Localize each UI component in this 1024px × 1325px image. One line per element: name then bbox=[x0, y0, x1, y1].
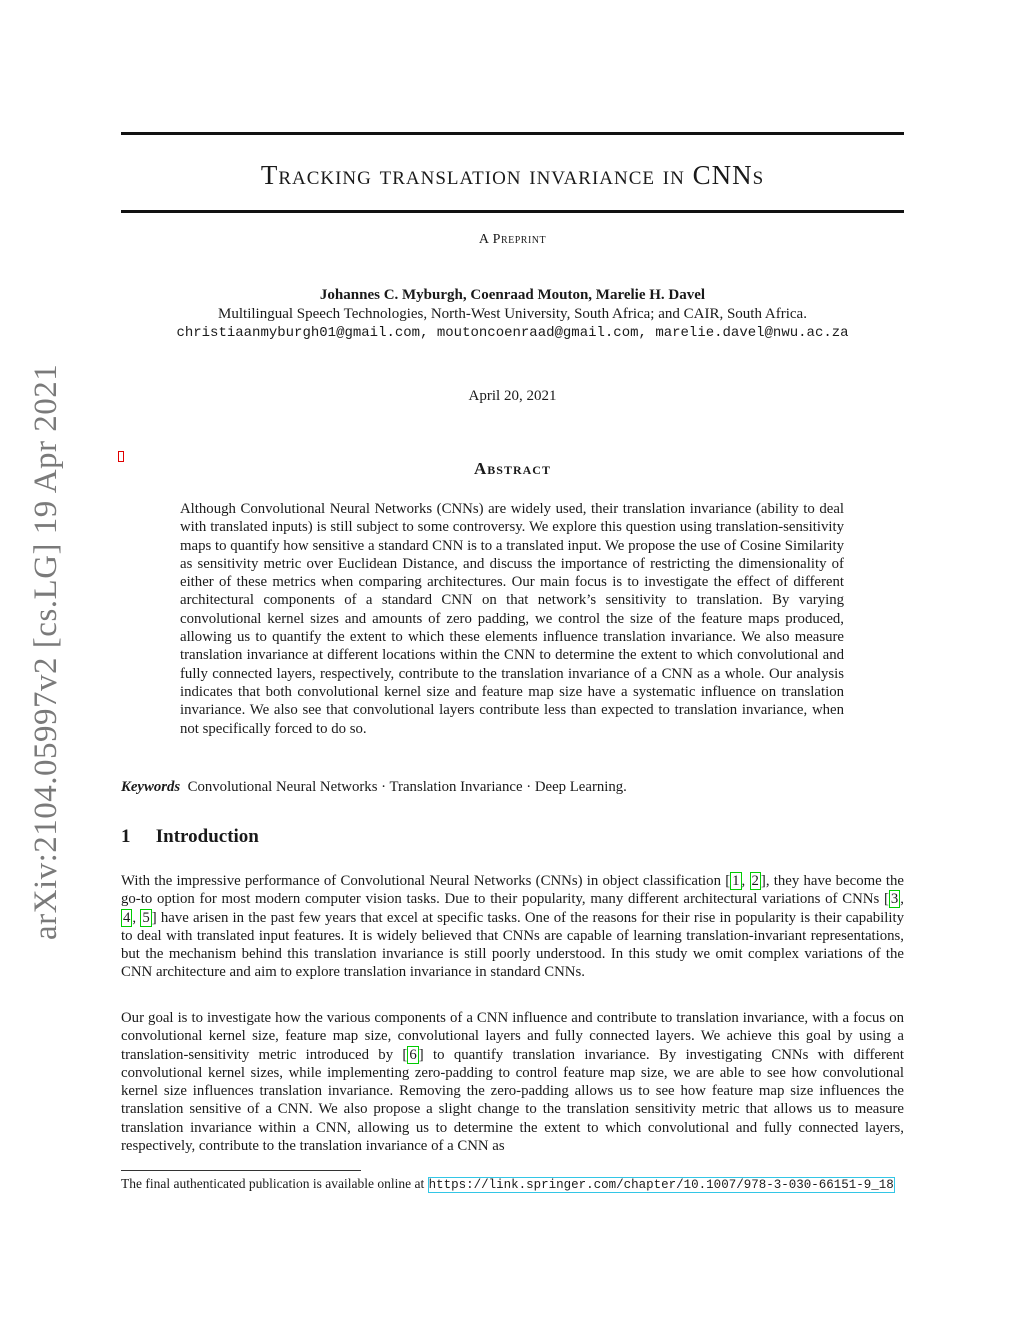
citation-link[interactable]: 6 bbox=[409, 1046, 417, 1063]
footnote bbox=[121, 1175, 904, 1194]
section-number: 1 bbox=[121, 826, 131, 847]
affiliation: Multilingual Speech Technologies, North-West University, South Africa; and CAIR, South Africa. bbox=[218, 306, 807, 322]
paper-title: Tracking translation invariance in CNNs bbox=[260, 160, 765, 190]
citation-link[interactable]: 1 bbox=[732, 873, 740, 889]
arxiv-identifier: arXiv:2104.05997v2 [cs.LG] 19 Apr 2021 bbox=[28, 363, 64, 940]
preprint-label: A Preprint bbox=[478, 232, 547, 247]
author-block bbox=[121, 286, 904, 343]
footnote-text: The final authenticated publication is available online at bbox=[121, 1176, 428, 1191]
para-text: ] have arisen in the past few years that excel at specific tasks. One of the reasons for their rise in popularity is their capability to deal with translated input features. It is widely believed that CNNs are capable of learning translation-invariant representations, but the mechanism behind this translation invariance is still poorly understood. In this study we omit complex variations of the CNN architecture and aim to explore translation invariance in standard CNNs. bbox=[121, 909, 905, 981]
author-names: Johannes C. Myburgh, Coenraad Mouton, Marelie H. Davel bbox=[319, 287, 706, 303]
para-text: Our goal is to investigate how the various components of a CNN influence and contribute to translation invariance, with a focus on convolutional kernel size, feature map size, convolutional layers and fully connected layers. We achieve this goal by using a translation-sensitivity metric introduced by [ bbox=[121, 1010, 904, 1063]
keywords-label: Keywords bbox=[121, 779, 181, 795]
abstract-text: Although Convolutional Neural Networks (CNNs) are widely used, their translation invariance (ability to deal with translated inputs) is still subject to some controversy. We explore this question using translation-sensitivity maps to quantify how sensitive a standard CNN is to a translated input. We propose the use of Cosine Similarity as sensitivity metric over Euclidean Distance, and discuss the importance of restricting the dimensionality of either of these metrics when comparing architectures. Our main focus is to investigate the effect of different architectural components of a standard CNN on that network’s sensitivity to translation. By varying convolutional kernel sizes and amounts of zero padding, we control the size of the feature maps produced, allowing us to quantify the extent to which these elements influence translation invariance. We also measure translation invariance at different locations within the CNN to determine the extent to which convolutional and fully connected layers, respectively, contribute to the translation invariance of a CNN as a whole. Our analysis indicates that both convolutional kernel size and feature map size have a systematic influence on translation invariance. We also see that convolutional layers contribute less than expected to translation invariance, when not specifically forced to do so. bbox=[180, 501, 844, 737]
title-bottom-rule bbox=[121, 210, 904, 213]
citation-link[interactable]: 2 bbox=[751, 873, 759, 889]
title-top-rule bbox=[121, 132, 904, 135]
citation-link[interactable]: 4 bbox=[123, 909, 131, 926]
citation-link[interactable]: 5 bbox=[142, 909, 150, 926]
para-text: , bbox=[741, 873, 750, 889]
para-text: With the impressive performance of Convolutional Neural Networks (CNNs) in object classification [ bbox=[121, 873, 731, 889]
footnote-rule bbox=[121, 1170, 361, 1171]
citation-link[interactable]: 3 bbox=[890, 891, 899, 908]
section-heading bbox=[121, 826, 259, 848]
intro-paragraph-1 bbox=[121, 872, 904, 982]
section-title: Introduction bbox=[155, 826, 259, 847]
publication-date: April 20, 2021 bbox=[468, 388, 557, 404]
para-text: ], they have become the go-to option for most modern computer vision tasks. Due to their popularity, many different architectural variations of CNNs [ bbox=[121, 873, 904, 908]
keywords-line bbox=[121, 779, 904, 796]
keywords-text: Convolutional Neural Networks · Translation Invariance · Deep Learning. bbox=[187, 779, 627, 795]
abstract-heading: Abstract bbox=[474, 459, 551, 478]
para-text: ] to quantify translation invariance. By investigating CNNs with different convolutional kernel sizes, while implementing zero-padding to control feature map size, we are able to see how convolutional kernel size influences translation invariance. Removing the zero-padding allows us to see how feature map size influences the translation sensitive of a CNN. We also propose a slight change to the translation sensitivity metric that allows us to measure translation invariance within a CNN, allowing us to determine the extent to which convolutional and fully connected layers, respectively, contribute to the translation invariance of a CNN as bbox=[121, 1046, 904, 1155]
para-text: , bbox=[132, 909, 141, 926]
author-emails: christiaanmyburgh01@gmail.com, moutoncoenraad@gmail.com, marelie.davel@nwu.ac.za bbox=[176, 325, 849, 341]
para-text: , bbox=[900, 891, 904, 908]
publication-link[interactable]: https://link.springer.com/chapter/10.1007/978-3-030-66151-9_18 bbox=[428, 1178, 894, 1192]
intro-paragraph-2 bbox=[121, 1009, 904, 1155]
